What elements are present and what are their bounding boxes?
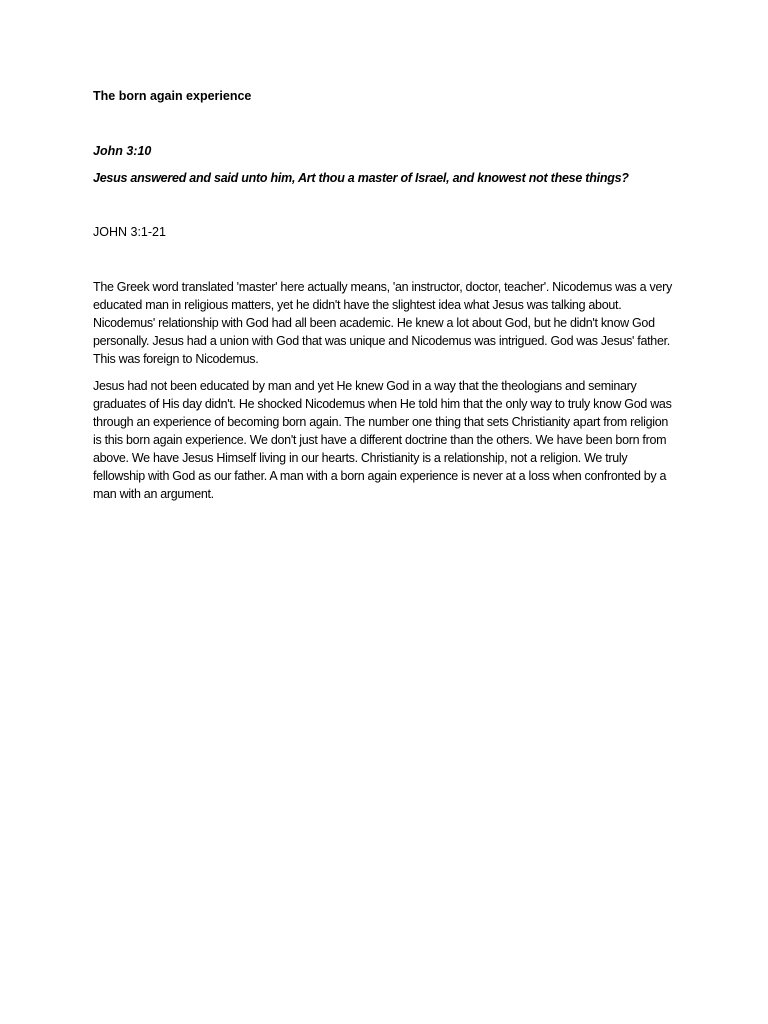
passage-reference: JOHN 3:1-21 [93, 225, 166, 239]
verse-text: Jesus answered and said unto him, Art thou a master of Israel, and knowest not these things? [93, 171, 629, 185]
body-paragraph: Jesus had not been educated by man and yet He knew God in a way that the theologians and seminary graduates of His day didn't. He shocked Nicodemus when He told him that the only way to truly know God was through an experience of becoming born again. The number one thing that sets Christianity apart from religion is this born again experience. We don't just have a different doctrine than the others. We have been born from above. We have Jesus Himself living in our hearts. Christianity is a relationship, not a religion. We truly fellowship with God as our father. A man with a born again experience is never at a loss when confronted by a man with an argument. [93, 379, 672, 501]
document-page [93, 0, 675, 1024]
document-title: The born again experience [93, 89, 252, 103]
verse-reference: John 3:10 [93, 144, 152, 158]
body-paragraph: The Greek word translated 'master' here actually means, 'an instructor, doctor, teacher'. Nicodemus was a very educated man in religious matters, yet he didn't have the slightest idea what Jesus was talking about. Nicodemus' relationship with God had all been academic. He knew a lot about God, but he didn't know God personally. Jesus had a union with God that was unique and Nicodemus was intrigued. God was Jesus' father. This was foreign to Nicodemus. [93, 280, 672, 366]
